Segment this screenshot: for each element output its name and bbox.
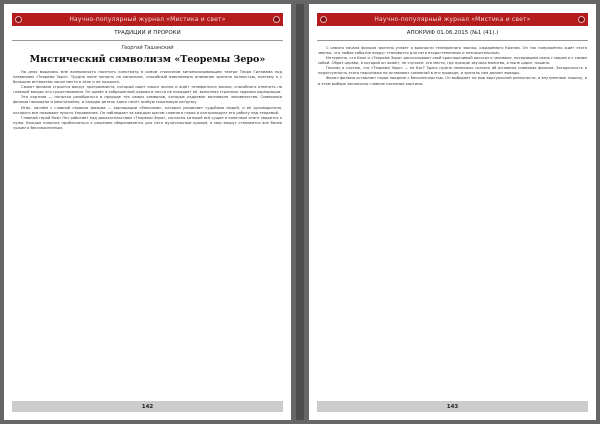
left-article-body bbox=[13, 70, 282, 396]
left-header-text: Научно-популярный журнал «Мистика и свет» bbox=[69, 16, 226, 23]
left-page-number: 142 bbox=[141, 403, 154, 410]
paragraph: С самого начала фильма зритель узнаёт о важности телефонного звонка, ожидаемого Коэном. Он так напряжённо ждёт этого звонка, что любое событие вокруг становится для него второстепенным и незначительным. bbox=[318, 46, 587, 56]
left-footer bbox=[12, 401, 283, 412]
right-header-banner bbox=[317, 13, 588, 26]
article-title: Мистический символизм «Теоремы Зеро» bbox=[29, 54, 266, 65]
right-footer bbox=[317, 401, 588, 412]
ornament-icon bbox=[15, 16, 22, 23]
paragraph: На днях выдалась мне возможность посетить кинотеатр в самом столичном кинопоказывающем театре Терри Гиллиама под названием «Теорема Зеро». Трудно ныне попасть на киносеанс, способный взволновать внимание зрителя полностью, поэтому я с большим интересом занял место в зале и не пожалел. bbox=[13, 70, 282, 85]
paragraph: Интересно, что Коэн и «Теорема Зеро» рассказывают свой красноречивый рассказ о человеке, потерявшем связь с миром и с самим собой. Образ церкви, в которой он живёт, не случаен: это место, где прежде звучала молитва, а ныне царит тишина. bbox=[318, 56, 587, 66]
left-divider-line bbox=[12, 40, 283, 41]
right-section-label: АПОКРИФ 01.06.2015 (№1 (41).) bbox=[406, 30, 499, 36]
right-article-body bbox=[318, 46, 587, 396]
right-page bbox=[309, 4, 596, 420]
right-page-number: 143 bbox=[446, 403, 459, 410]
left-page bbox=[4, 4, 291, 420]
paragraph: Финал фильма оставляет героя наедине с бесконечностью. Он выбирает не мир виртуальной реальности, а внутреннюю тишину, и в этом выборе заключено главное послание картины. bbox=[318, 76, 587, 86]
right-header-text: Научно-популярный журнал «Мистика и свет» bbox=[374, 16, 531, 23]
left-header-banner bbox=[12, 13, 283, 26]
left-section-label: ТРАДИЦИИ И ПРОРОКИ bbox=[114, 30, 181, 36]
ornament-icon bbox=[320, 16, 327, 23]
paragraph: Главный герой Коэн Лет работает над доказательством «Теоремы Зеро», согласно которой всё сущее в конечном итоге сводится к нулю. Каждая попытка приблизиться к решению оборачивается для него мучительным крахом, а мир вокруг становится всё более чужим и бессмысленным. bbox=[13, 115, 282, 130]
ornament-icon bbox=[273, 16, 280, 23]
ornament-icon bbox=[578, 16, 585, 23]
right-divider-line bbox=[317, 40, 588, 41]
paragraph: Почему я считаю, что «Теорема Зеро» — не Бог? Здесь нужно немножко сказать об основных символах фильма. Загадочность и недоступность этого персонажа не оставляют сомнений в его природе, и зритель сам делает выводы. bbox=[318, 66, 587, 76]
paragraph: Итак, начнём с главной героини фильма — корпорации «Манкомм», которая управляет судьбами людей, и её руководителя, которого все называют просто Управление. Он наблюдает за каждым шагом главного героя и контролирует его работу над теоремой. bbox=[13, 105, 282, 115]
spine-divider bbox=[296, 4, 304, 420]
article-author: Георгий Ташанский bbox=[121, 45, 174, 51]
paragraph: Сюжет фильма строится вокруг программиста, который ищет смысл жизни и ждёт телефонного звонка, способного ответить на главный вопрос его существования. Он живёт в заброшенной церкви и почти не покидает её, выполняя странные задания корпорации. bbox=[13, 85, 282, 95]
paragraph: Эта картина — попытка разобраться в природе тех самых символов, которые издревле волновали человечество. Символика фильма насыщена и многослойна, и каждая деталь здесь несёт особую смысловую нагрузку. bbox=[13, 95, 282, 105]
